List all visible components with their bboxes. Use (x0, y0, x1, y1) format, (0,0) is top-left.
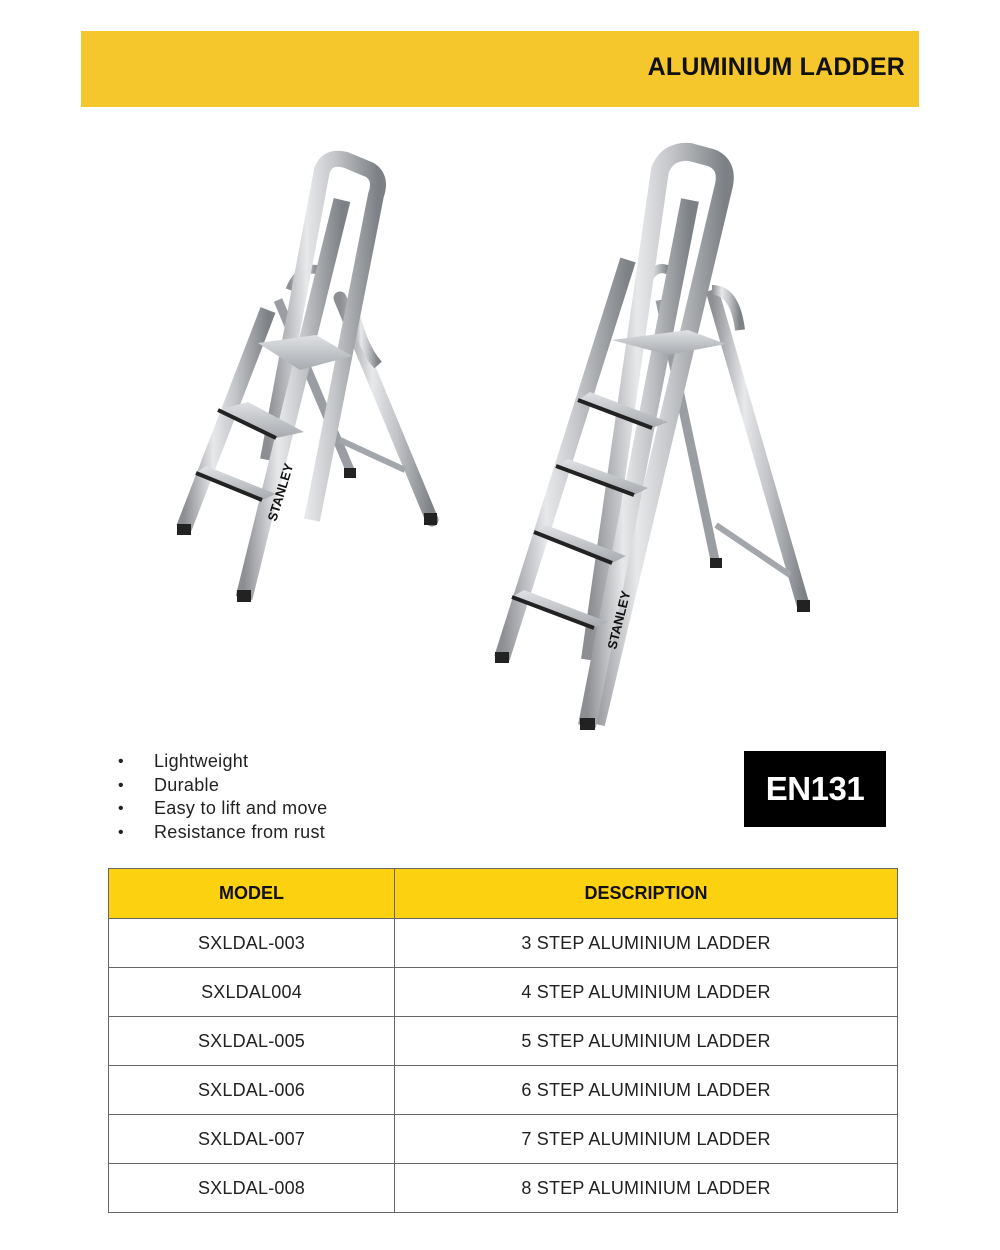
ladder-brand-label: STANLEY (264, 461, 297, 523)
ladder-brand-label: STANLEY (604, 589, 634, 651)
feature-item: • Durable (118, 774, 327, 798)
page-title: ALUMINIUM LADDER (647, 53, 905, 81)
description-cell: 7 STEP ALUMINIUM LADDER (395, 1115, 898, 1164)
table-row (109, 1115, 898, 1164)
feature-item: • Resistance from rust (118, 821, 327, 845)
model-cell: SXLDAL004 (109, 968, 395, 1017)
feature-list (118, 750, 327, 844)
feature-item: • Lightweight (118, 750, 327, 774)
three-step-ladder (177, 159, 437, 602)
model-table (108, 868, 898, 1213)
description-cell: 6 STEP ALUMINIUM LADDER (395, 1066, 898, 1115)
table-header-row (109, 869, 898, 919)
description-cell: 8 STEP ALUMINIUM LADDER (395, 1164, 898, 1213)
model-cell: SXLDAL-005 (109, 1017, 395, 1066)
description-cell: 4 STEP ALUMINIUM LADDER (395, 968, 898, 1017)
table-row (109, 919, 898, 968)
description-cell: 3 STEP ALUMINIUM LADDER (395, 919, 898, 968)
model-cell: SXLDAL-006 (109, 1066, 395, 1115)
table-row (109, 1066, 898, 1115)
five-step-ladder (495, 152, 810, 730)
table-row (109, 1017, 898, 1066)
column-header-description: DESCRIPTION (395, 869, 898, 919)
table-row (109, 1164, 898, 1213)
model-cell: SXLDAL-007 (109, 1115, 395, 1164)
certification-badge: EN131 (744, 751, 886, 827)
description-cell: 5 STEP ALUMINIUM LADDER (395, 1017, 898, 1066)
model-cell: SXLDAL-003 (109, 919, 395, 968)
column-header-model: MODEL (109, 869, 395, 919)
model-cell: SXLDAL-008 (109, 1164, 395, 1213)
table-row (109, 968, 898, 1017)
feature-item: • Easy to lift and move (118, 797, 327, 821)
